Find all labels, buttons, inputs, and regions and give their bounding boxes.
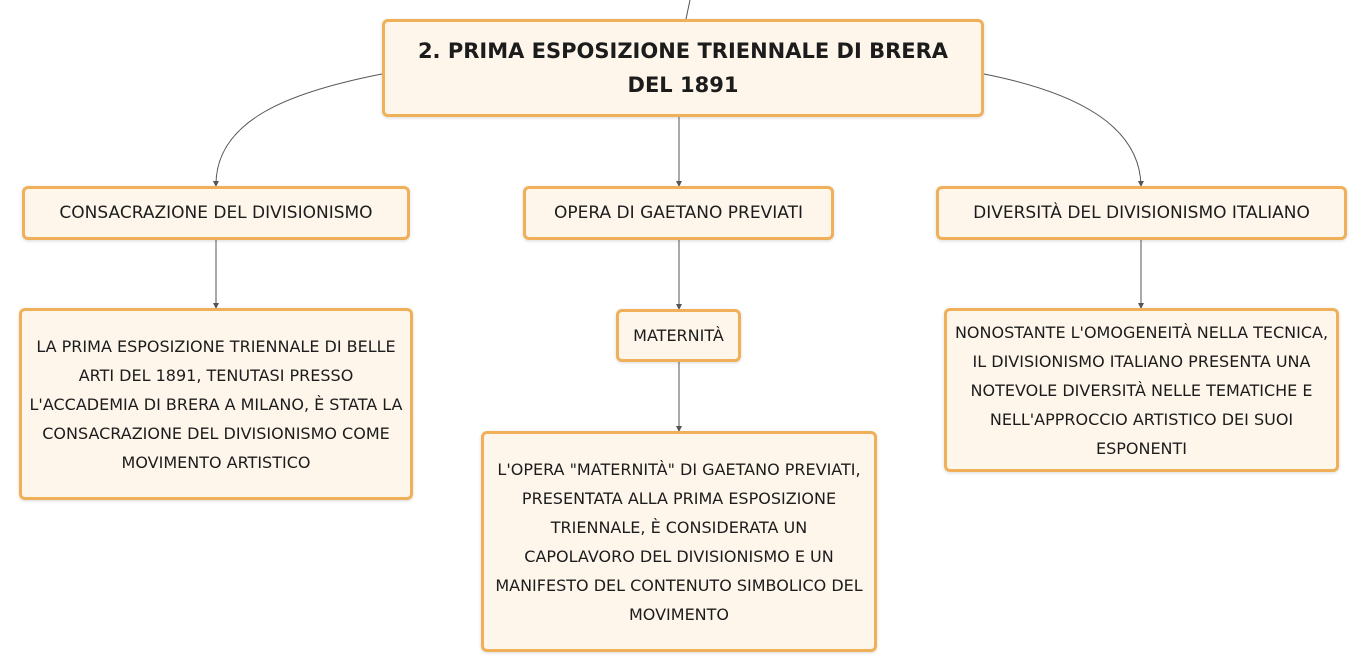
root-topic-title: 2. PRIMA ESPOSIZIONE TRIENNALE DI BRERA DEL 1891 bbox=[417, 39, 949, 97]
detail-node-diversita[interactable] bbox=[944, 308, 1339, 472]
topic-node-diversita[interactable] bbox=[936, 186, 1347, 240]
connector-root-to-left bbox=[216, 74, 382, 186]
topic-label-opera-previati: OPERA DI GAETANO PREVIATI bbox=[554, 203, 803, 223]
topic-node-consacrazione[interactable] bbox=[22, 186, 410, 240]
root-topic-node[interactable] bbox=[382, 19, 984, 117]
topic-node-opera-previati[interactable] bbox=[523, 186, 834, 240]
detail-node-maternita[interactable] bbox=[481, 431, 877, 652]
subtopic-node-maternita[interactable] bbox=[616, 309, 741, 362]
topic-label-consacrazione: CONSACRAZIONE DEL DIVISIONISMO bbox=[59, 203, 373, 223]
detail-text-maternita: L'OPERA "MATERNITÀ" DI GAETANO PREVIATI, PRESENTATA ALLA PRIMA ESPOSIZIONE TRIENNALE, È CONSIDERATA UN CAPOLAVORO DEL DIVISIONISMO E UN MANIFESTO DEL CONTENUTO SIMBOLICO DEL MOVIMENTO bbox=[495, 459, 863, 624]
connector-incoming bbox=[686, 0, 690, 19]
topic-label-diversita: DIVERSITÀ DEL DIVISIONISMO ITALIANO bbox=[973, 203, 1310, 223]
detail-text-consacrazione: LA PRIMA ESPOSIZIONE TRIENNALE DI BELLE ARTI DEL 1891, TENUTASI PRESSO L'ACCADEMIA DI BRERA A MILANO, È STATA LA CONSACRAZIONE DEL DIVISIONISMO COME MOVIMENTO ARTISTICO bbox=[29, 336, 403, 472]
detail-text-diversita: NONOSTANTE L'OMOGENEITÀ NELLA TECNICA, IL DIVISIONISMO ITALIANO PRESENTA UNA NOTEVOLE DIVERSITÀ NELLE TEMATICHE E NELL'APPROCCIO ARTISTICO DEI SUOI ESPONENTI bbox=[954, 322, 1329, 458]
connector-root-to-right bbox=[984, 74, 1141, 186]
detail-node-consacrazione[interactable] bbox=[19, 308, 413, 500]
subtopic-label-maternita: MATERNITÀ bbox=[633, 326, 724, 345]
